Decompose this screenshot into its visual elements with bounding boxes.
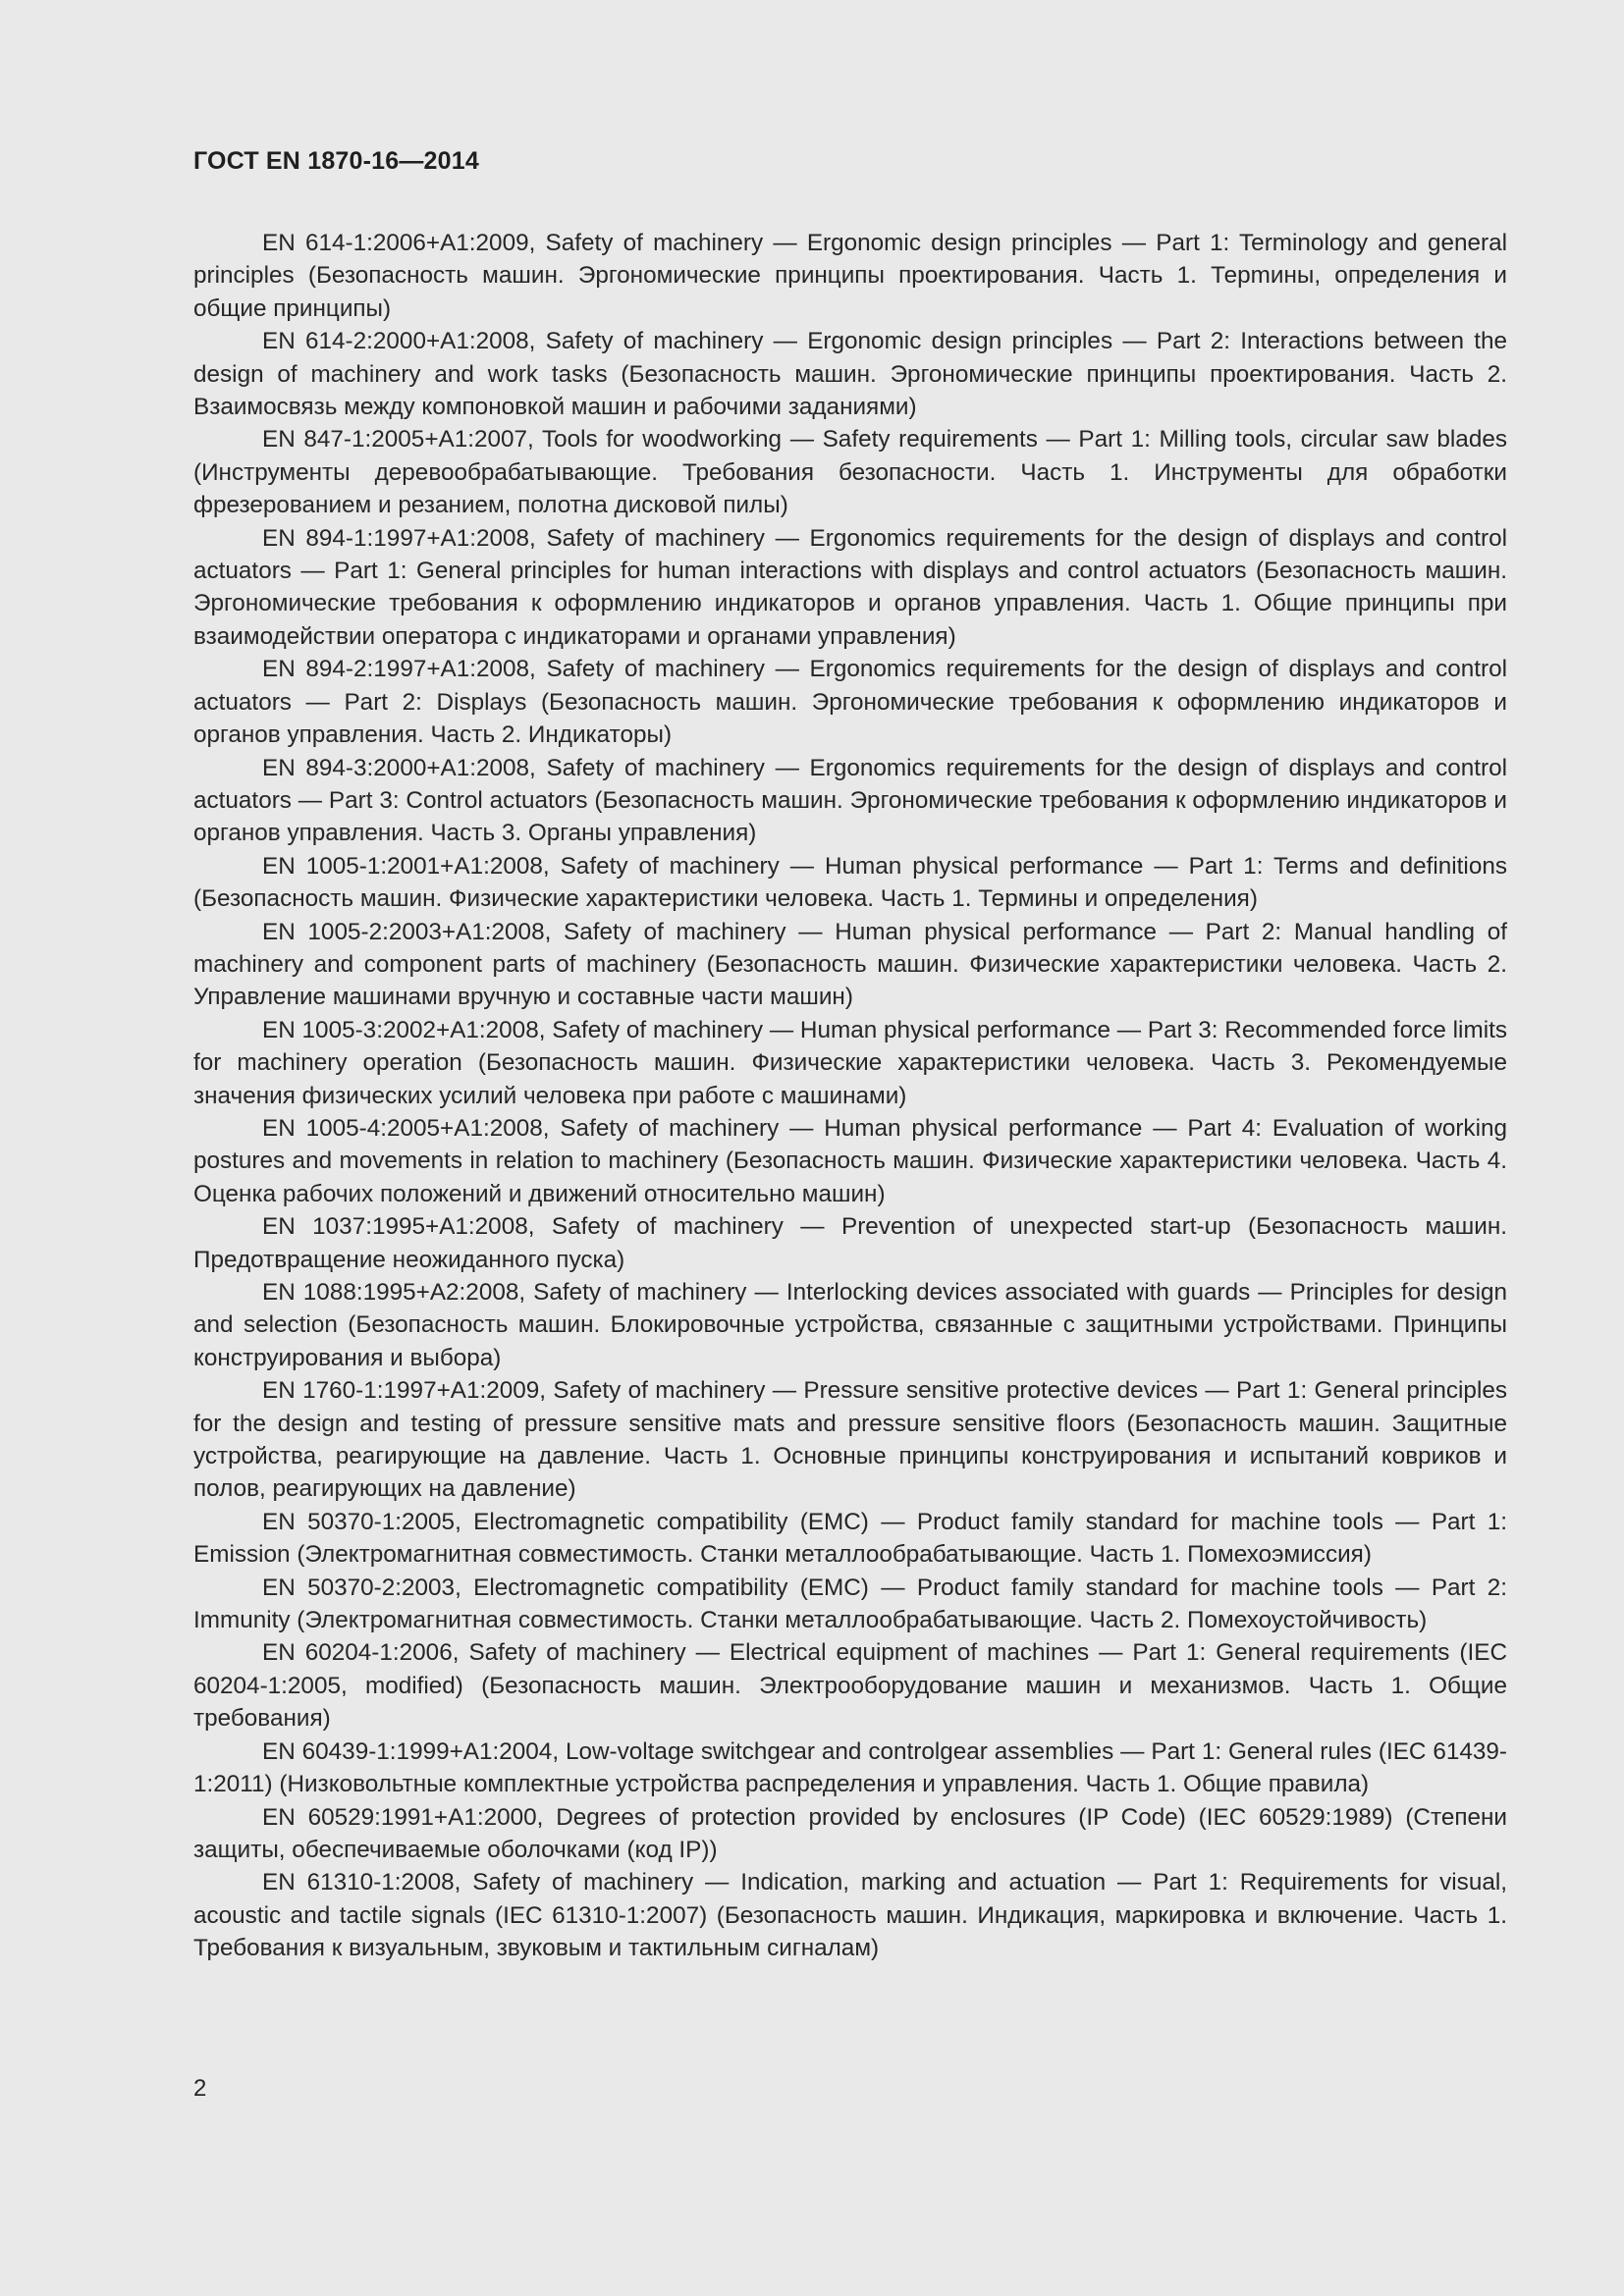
reference-entry: EN 1005-1:2001+A1:2008, Safety of machinery — Human physical performance — Part 1: Terms and definitions (Безопасность машин. Физические характеристики человека. Часть 1. Термины и определения)	[193, 852, 1507, 913]
reference-entry: EN 61310-1:2008, Safety of machinery — Indication, marking and actuation — Part 1: Requirements for visual, acoustic and tactile signals (IEC 61310-1:2007) (Безопасность машин. Индикация, маркировка и включение. Часть 1. Требования к визуальным, звуковым и тактильным сигналам)	[193, 1869, 1507, 1962]
reference-entry: EN 894-3:2000+A1:2008, Safety of machinery — Ergonomics requirements for the design of displays and control actuators — Part 3: Control actuators (Безопасность машин. Эргономические требования к оформлению индикаторов и органов управления. Часть 3. Органы управления)	[193, 754, 1507, 847]
reference-entry: EN 614-1:2006+A1:2009, Safety of machinery — Ergonomic design principles — Part 1: Terminology and general principles (Безопасность машин. Эргономические принципы проектирования. Часть 1. Терmины, определения и общие принципы)	[193, 230, 1507, 322]
reference-entry: EN 1088:1995+A2:2008, Safety of machinery — Interlocking devices associated with guards — Principles for design and selection (Безопасность машин. Блокировочные устройства, связанные с защитными устройствами. Принципы конструирования и выбора)	[193, 1279, 1507, 1371]
reference-entry: EN 894-1:1997+A1:2008, Safety of machinery — Ergonomics requirements for the design of displays and control actuators — Part 1: General principles for human interactions with displays and control actuators (Безопасность машин. Эргономические требования к оформлению индикаторов и органов управления. Часть 1. Общие принципы при взаимодействии оператора с индикаторами и органами управления)	[193, 524, 1507, 650]
reference-entry: EN 50370-2:2003, Electromagnetic compatibility (EMC) — Product family standard for machine tools — Part 2: Immunity (Электромагнитная совместимость. Станки металлообрабатывающие. Часть 2. Помехоустойчивость)	[193, 1574, 1507, 1634]
reference-entry: EN 1005-3:2002+A1:2008, Safety of machinery — Human physical performance — Part 3: Recommended force limits for machinery operation (Безопасность машин. Физические характеристики человека. Часть 3. Рекомендуемые значения физических усилий человека при работе с машинами)	[193, 1016, 1507, 1109]
normative-references	[193, 227, 1507, 1965]
reference-entry: EN 1005-2:2003+A1:2008, Safety of machinery — Human physical performance — Part 2: Manual handling of machinery and component parts of machinery (Безопасность машин. Физические характеристики человека. Часть 2. Управление машинами вручную и составные части машин)	[193, 918, 1507, 1011]
page-number: 2	[193, 2075, 207, 2102]
document-header: ГОСТ EN 1870-16—2014	[193, 147, 479, 175]
reference-entry: EN 847-1:2005+A1:2007, Tools for woodworking — Safety requirements — Part 1: Milling tools, circular saw blades (Инструменты деревообрабатывающие. Требования безопасности. Часть 1. Инструменты для обработки фрезерованием и резанием, полотна дисковой пилы)	[193, 426, 1507, 519]
reference-entry: EN 60204-1:2006, Safety of machinery — Electrical equipment of machines — Part 1: General requirements (IEC 60204-1:2005, modified) (Безопасность машин. Электрооборудование машин и механизмов. Часть 1. Общие требования)	[193, 1639, 1507, 1733]
reference-entry: EN 1037:1995+A1:2008, Safety of machinery — Prevention of unexpected start-up (Безопасность машин. Предотвращение неожиданного пуска)	[193, 1213, 1507, 1273]
reference-entry: EN 60439-1:1999+A1:2004, Low-voltage switchgear and controlgear assemblies — Part 1: General rules (IEC 61439-1:2011) (Низковольтные комплектные устройства распределения и управления. Часть 1. Общие правила)	[193, 1737, 1507, 1798]
reference-entry: EN 50370-1:2005, Electromagnetic compatibility (EMC) — Product family standard for machine tools — Part 1: Emission (Электромагнитная совместимость. Станки металлообрабатывающие. Часть 1. Помехоэмиссия)	[193, 1508, 1507, 1569]
reference-entry: EN 1005-4:2005+A1:2008, Safety of machinery — Human physical performance — Part 4: Evaluation of working postures and movements in relation to machinery (Безопасность машин. Физические характеристики человека. Часть 4. Оценка рабочих положений и движений относительно машин)	[193, 1114, 1507, 1207]
reference-entry: EN 60529:1991+A1:2000, Degrees of protection provided by enclosures (IP Code) (IEC 60529:1989) (Степени защиты, обеспечиваемые оболочками (код IP))	[193, 1803, 1507, 1863]
reference-entry: EN 614-2:2000+A1:2008, Safety of machinery — Ergonomic design principles — Part 2: Interactions between the design of machinery and work tasks (Безопасность машин. Эргономические принципы проектирования. Часть 2. Взаимосвязь между компоновкой машин и рабочими заданиями)	[193, 328, 1507, 421]
reference-entry: EN 894-2:1997+A1:2008, Safety of machinery — Ergonomics requirements for the design of displays and control actuators — Part 2: Displays (Безопасность машин. Эргономические требования к оформлению индикаторов и органов управления. Часть 2. Индикаторы)	[193, 656, 1507, 749]
reference-entry: EN 1760-1:1997+A1:2009, Safety of machinery — Pressure sensitive protective devices — Part 1: General principles for the design and testing of pressure sensitive mats and pressure sensitive floors (Безопасность машин. Защитные устройства, реагирующие на давление. Часть 1. Основные принципы конструирования и испытаний ковриков и полов, реагирующих на давление)	[193, 1377, 1507, 1503]
